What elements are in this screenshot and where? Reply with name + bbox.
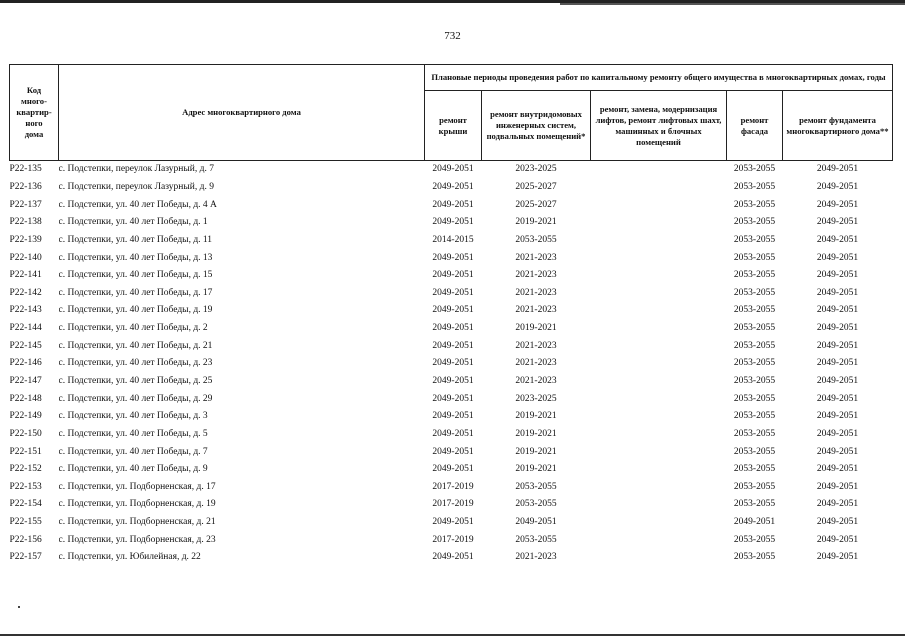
cell-facade: 2053-2055 — [733, 164, 776, 175]
cell-code: P22-153 — [9, 481, 42, 492]
cell-elevators — [591, 373, 727, 391]
cell-code: P22-135 — [9, 164, 42, 175]
cell-code: P22-138 — [9, 217, 42, 228]
cell-elevators — [591, 426, 727, 444]
cell-elevators — [591, 531, 727, 549]
table-row — [10, 161, 893, 179]
header-elevators: ремонт, замена, модернизация лифтов, ремонт лифтовых шахт, машинных и блочных помещений — [591, 91, 727, 161]
cell-address: с. Подстепки, переулок Лазурный, д. 9 — [58, 181, 214, 192]
cell-facade: 2053-2055 — [733, 234, 776, 245]
cell-roof: 2049-2051 — [432, 340, 474, 351]
table-row — [10, 426, 893, 444]
capital-repair-table — [9, 64, 893, 567]
cell-roof: 2049-2051 — [432, 287, 474, 298]
cell-code: P22-156 — [9, 534, 42, 545]
table-row — [10, 196, 893, 214]
cell-code: P22-142 — [9, 287, 42, 298]
cell-elevators — [591, 232, 727, 250]
cell-elevators — [591, 479, 727, 497]
cell-engineering: 2019-2021 — [515, 464, 557, 475]
table-row — [10, 232, 893, 250]
cell-code: P22-145 — [9, 340, 42, 351]
cell-facade: 2053-2055 — [733, 199, 776, 210]
table-row — [10, 267, 893, 285]
cell-foundation: 2049-2051 — [816, 305, 859, 316]
cell-address: с. Подстепки, ул. 40 лет Победы, д. 2 — [58, 323, 208, 334]
table-row — [10, 549, 893, 567]
cell-foundation: 2049-2051 — [816, 499, 859, 510]
table-row — [10, 531, 893, 549]
cell-elevators — [591, 355, 727, 373]
cell-engineering: 2025-2027 — [515, 199, 557, 210]
cell-address: с. Подстепки, ул. Подборненская, д. 21 — [58, 517, 216, 528]
cell-engineering: 2053-2055 — [515, 499, 557, 510]
header-engineering: ремонт внутридомовых инженерных систем, подвальных помещений* — [482, 91, 591, 161]
cell-address: с. Подстепки, ул. 40 лет Победы, д. 19 — [58, 305, 213, 316]
table-row — [10, 373, 893, 391]
cell-facade: 2053-2055 — [733, 270, 776, 281]
cell-code: P22-157 — [9, 552, 42, 563]
cell-elevators — [591, 302, 727, 320]
cell-foundation: 2049-2051 — [816, 464, 859, 475]
cell-roof: 2049-2051 — [432, 270, 474, 281]
cell-address: с. Подстепки, ул. 40 лет Победы, д. 15 — [58, 270, 213, 281]
cell-facade: 2053-2055 — [733, 305, 776, 316]
cell-code: P22-152 — [9, 464, 42, 475]
table-row — [10, 249, 893, 267]
cell-engineering: 2023-2025 — [515, 393, 557, 404]
cell-facade: 2053-2055 — [733, 217, 776, 228]
cell-foundation: 2049-2051 — [816, 270, 859, 281]
cell-facade: 2053-2055 — [733, 499, 776, 510]
cell-facade: 2053-2055 — [733, 428, 776, 439]
cell-address: с. Подстепки, ул. Юбилейная, д. 22 — [58, 552, 201, 563]
cell-address: с. Подстепки, ул. Подборненская, д. 19 — [58, 499, 216, 510]
cell-address: с. Подстепки, ул. 40 лет Победы, д. 23 — [58, 358, 213, 369]
header-roof: ремонт крыши — [425, 91, 482, 161]
cell-elevators — [591, 390, 727, 408]
cell-engineering: 2021-2023 — [515, 340, 557, 351]
cell-elevators — [591, 267, 727, 285]
header-periods-title: Плановые периоды проведения работ по капитальному ремонту общего имущества в многоквартирных домах, годы — [425, 65, 893, 91]
cell-engineering: 2023-2025 — [515, 164, 557, 175]
cell-roof: 2014-2015 — [432, 234, 474, 245]
cell-foundation: 2049-2051 — [816, 376, 859, 386]
cell-elevators — [591, 514, 727, 532]
cell-elevators — [591, 196, 727, 214]
top-border-line-secondary — [560, 3, 905, 5]
cell-address: с. Подстепки, ул. Подборненская, д. 23 — [58, 534, 216, 545]
cell-foundation: 2049-2051 — [816, 393, 859, 404]
cell-foundation: 2049-2051 — [816, 199, 859, 210]
table-row — [10, 337, 893, 355]
cell-facade: 2053-2055 — [733, 376, 776, 386]
cell-code: P22-151 — [9, 446, 42, 457]
cell-code: P22-149 — [9, 411, 42, 422]
table-row — [10, 479, 893, 497]
cell-engineering: 2021-2023 — [515, 305, 557, 316]
table-row — [10, 408, 893, 426]
cell-facade: 2053-2055 — [733, 358, 776, 369]
cell-engineering: 2021-2023 — [515, 287, 557, 298]
cell-code: P22-141 — [9, 270, 42, 281]
cell-engineering: 2021-2023 — [515, 270, 557, 281]
cell-code: P22-136 — [9, 181, 42, 192]
cell-engineering: 2019-2021 — [515, 428, 557, 439]
cell-foundation: 2049-2051 — [816, 552, 859, 563]
cell-address: с. Подстепки, ул. 40 лет Победы, д. 1 — [58, 217, 208, 228]
cell-engineering: 2019-2021 — [515, 411, 557, 422]
header-code: Код много- квартир- ного дома — [10, 65, 59, 161]
cell-foundation: 2049-2051 — [816, 358, 859, 369]
cell-roof: 2049-2051 — [432, 428, 474, 439]
cell-facade: 2053-2055 — [733, 287, 776, 298]
cell-address: с. Подстепки, ул. 40 лет Победы, д. 4 А — [58, 199, 217, 210]
cell-facade: 2053-2055 — [733, 552, 776, 563]
cell-roof: 2049-2051 — [432, 199, 474, 210]
cell-address: с. Подстепки, ул. 40 лет Победы, д. 29 — [58, 393, 213, 404]
cell-facade: 2053-2055 — [733, 481, 776, 492]
cell-code: P22-137 — [9, 199, 42, 210]
cell-code: P22-155 — [9, 517, 42, 528]
cell-elevators — [591, 408, 727, 426]
table-row — [10, 214, 893, 232]
cell-facade: 2053-2055 — [733, 446, 776, 457]
cell-elevators — [591, 461, 727, 479]
cell-code: P22-147 — [9, 376, 42, 386]
cell-code: P22-150 — [9, 428, 42, 439]
cell-foundation: 2049-2051 — [816, 517, 859, 528]
header-foundation: ремонт фундамента многоквартирного дома** — [783, 91, 893, 161]
header-facade: ремонт фасада — [727, 91, 783, 161]
scan-speck — [18, 606, 20, 608]
page-number: 732 — [444, 30, 461, 42]
cell-roof: 2049-2051 — [432, 517, 474, 528]
cell-elevators — [591, 284, 727, 302]
cell-facade: 2053-2055 — [733, 340, 776, 351]
table-row — [10, 320, 893, 338]
cell-code: P22-146 — [9, 358, 42, 369]
cell-address: с. Подстепки, ул. 40 лет Победы, д. 3 — [58, 411, 208, 422]
header-address: Адрес многоквартирного дома — [59, 65, 425, 161]
cell-facade: 2053-2055 — [733, 181, 776, 192]
cell-foundation: 2049-2051 — [816, 164, 859, 175]
cell-address: с. Подстепки, ул. 40 лет Победы, д. 25 — [58, 376, 213, 386]
cell-code: P22-154 — [9, 499, 42, 510]
table-body — [10, 161, 893, 567]
cell-roof: 2049-2051 — [432, 393, 474, 404]
cell-engineering: 2021-2023 — [515, 376, 557, 386]
table-row — [10, 302, 893, 320]
cell-address: с. Подстепки, ул. Подборненская, д. 17 — [58, 481, 216, 492]
cell-roof: 2017-2019 — [432, 499, 474, 510]
cell-engineering: 2021-2023 — [515, 552, 557, 563]
cell-elevators — [591, 320, 727, 338]
cell-foundation: 2049-2051 — [816, 428, 859, 439]
cell-code: P22-144 — [9, 323, 42, 334]
cell-roof: 2049-2051 — [432, 181, 474, 192]
cell-address: с. Подстепки, ул. 40 лет Победы, д. 7 — [58, 446, 208, 457]
cell-address: с. Подстепки, ул. 40 лет Победы, д. 21 — [58, 340, 213, 351]
cell-roof: 2049-2051 — [432, 252, 474, 263]
cell-elevators — [591, 549, 727, 567]
cell-facade: 2053-2055 — [733, 393, 776, 404]
cell-roof: 2049-2051 — [432, 217, 474, 228]
cell-engineering: 2021-2023 — [515, 252, 557, 263]
cell-elevators — [591, 443, 727, 461]
cell-foundation: 2049-2051 — [816, 481, 859, 492]
table-row — [10, 179, 893, 197]
table-row — [10, 443, 893, 461]
cell-foundation: 2049-2051 — [816, 323, 859, 334]
cell-roof: 2049-2051 — [432, 464, 474, 475]
cell-address: с. Подстепки, ул. 40 лет Победы, д. 5 — [58, 428, 208, 439]
cell-engineering: 2025-2027 — [515, 181, 557, 192]
cell-engineering: 2019-2021 — [515, 446, 557, 457]
table-row — [10, 284, 893, 302]
table-row — [10, 461, 893, 479]
cell-facade: 2053-2055 — [733, 464, 776, 475]
cell-foundation: 2049-2051 — [816, 534, 859, 545]
cell-code: P22-148 — [9, 393, 42, 404]
cell-foundation: 2049-2051 — [816, 287, 859, 298]
cell-engineering: 2021-2023 — [515, 358, 557, 369]
cell-address: с. Подстепки, переулок Лазурный, д. 7 — [58, 164, 214, 175]
cell-engineering: 2019-2021 — [515, 217, 557, 228]
cell-facade: 2053-2055 — [733, 252, 776, 263]
table-row — [10, 514, 893, 532]
cell-address: с. Подстепки, ул. 40 лет Победы, д. 11 — [58, 234, 213, 245]
cell-facade: 2053-2055 — [733, 411, 776, 422]
cell-elevators — [591, 161, 727, 179]
cell-roof: 2049-2051 — [432, 411, 474, 422]
cell-roof: 2017-2019 — [432, 534, 474, 545]
cell-foundation: 2049-2051 — [816, 181, 859, 192]
table-row — [10, 355, 893, 373]
cell-roof: 2049-2051 — [432, 446, 474, 457]
cell-code: P22-139 — [9, 234, 42, 245]
cell-foundation: 2049-2051 — [816, 340, 859, 351]
cell-facade: 2049-2051 — [733, 517, 776, 528]
cell-roof: 2049-2051 — [432, 305, 474, 316]
cell-roof: 2049-2051 — [432, 164, 474, 175]
cell-elevators — [591, 337, 727, 355]
cell-engineering: 2053-2055 — [515, 534, 557, 545]
cell-elevators — [591, 496, 727, 514]
cell-address: с. Подстепки, ул. 40 лет Победы, д. 13 — [58, 252, 213, 263]
cell-foundation: 2049-2051 — [816, 411, 859, 422]
cell-engineering: 2053-2055 — [515, 481, 557, 492]
cell-roof: 2049-2051 — [432, 358, 474, 369]
cell-address: с. Подстепки, ул. 40 лет Победы, д. 17 — [58, 287, 213, 298]
cell-engineering: 2019-2021 — [515, 323, 557, 334]
cell-address: с. Подстепки, ул. 40 лет Победы, д. 9 — [58, 464, 208, 475]
cell-foundation: 2049-2051 — [816, 234, 859, 245]
bottom-border-line — [0, 634, 905, 636]
cell-roof: 2049-2051 — [432, 552, 474, 563]
cell-elevators — [591, 249, 727, 267]
cell-facade: 2053-2055 — [733, 323, 776, 334]
cell-code: P22-140 — [9, 252, 42, 263]
table-row — [10, 390, 893, 408]
cell-roof: 2017-2019 — [432, 481, 474, 492]
cell-elevators — [591, 214, 727, 232]
cell-roof: 2049-2051 — [432, 376, 474, 386]
cell-engineering: 2049-2051 — [515, 517, 557, 528]
cell-elevators — [591, 179, 727, 197]
cell-code: P22-143 — [9, 305, 42, 316]
cell-foundation: 2049-2051 — [816, 446, 859, 457]
cell-facade: 2053-2055 — [733, 534, 776, 545]
cell-foundation: 2049-2051 — [816, 217, 859, 228]
table-row — [10, 496, 893, 514]
cell-foundation: 2049-2051 — [816, 252, 859, 263]
cell-roof: 2049-2051 — [432, 323, 474, 334]
cell-engineering: 2053-2055 — [515, 234, 557, 245]
